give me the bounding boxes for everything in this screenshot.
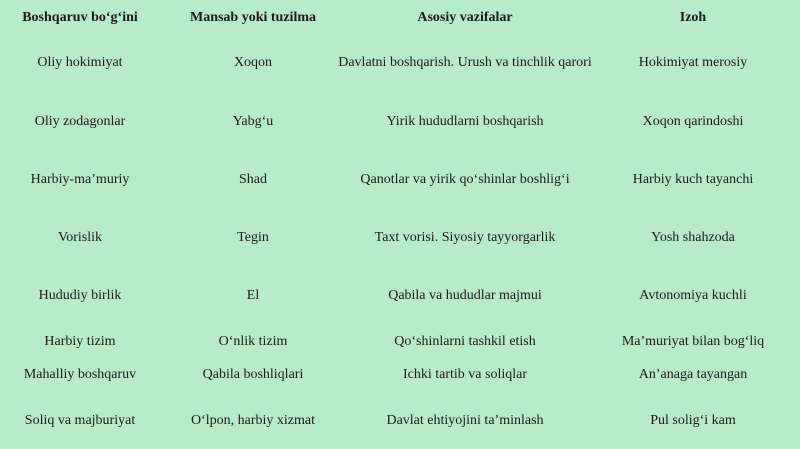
table-cell: An’anaga tayangan	[638, 367, 748, 382]
table-cell: Hududiy birlik	[38, 288, 122, 303]
table-cell: Harbiy tizim	[44, 334, 116, 349]
table-cell: Avtonomiya kuchli	[639, 288, 747, 303]
table-cell: Yabg‘u	[232, 114, 274, 129]
table-cell: Shad	[239, 172, 267, 187]
header-cell-management-link: Boshqaruv bo‘g‘ini	[22, 10, 138, 25]
table-cell: Oliy hokimiyat	[37, 55, 123, 70]
table-cell: Ichki tartib va soliqlar	[402, 367, 528, 382]
table-cell: Qanotlar va yirik qo‘shinlar boshlig‘i	[360, 172, 570, 187]
table-cell: Hokimiyat merosiy	[638, 55, 748, 70]
table-cell: O‘lpon, harbiy xizmat	[190, 413, 316, 428]
header-cell-position: Mansab yoki tuzilma	[189, 10, 316, 25]
table-cell: Soliq va majburiyat	[24, 413, 136, 428]
table-cell: Vorislik	[57, 230, 103, 245]
table-cell: Davlat ehtiyojini ta’minlash	[386, 413, 544, 428]
table-cell: Taxt vorisi. Siyosiy tayyorgarlik	[374, 230, 556, 245]
table-cell: Davlatni boshqarish. Urush va tinchlik qarori	[338, 55, 592, 70]
table-cell: Xoqon	[233, 55, 273, 70]
table-cell: Yirik hududlarni boshqarish	[386, 114, 544, 129]
table-cell: Mahalliy boshqaruv	[23, 367, 137, 382]
table-cell: El	[246, 288, 260, 303]
table-cell: Harbiy-ma’muriy	[30, 172, 130, 187]
table-cell: Tegin	[237, 230, 269, 245]
table-cell: Ma’muriyat bilan bog‘liq	[621, 334, 765, 349]
header-cell-note: Izoh	[679, 10, 707, 25]
table-cell: Oliy zodagonlar	[34, 114, 126, 129]
table-cell: O‘nlik tizim	[218, 334, 288, 349]
table-cell: Yosh shahzoda	[651, 230, 735, 245]
table-cell: Harbiy kuch tayanchi	[632, 172, 754, 187]
header-cell-main-duties: Asosiy vazifalar	[417, 10, 513, 25]
table-cell: Pul solig‘i kam	[650, 413, 736, 428]
table-cell: Qabila boshliqlari	[202, 367, 304, 382]
table-cell: Xoqon qarindoshi	[642, 114, 744, 129]
table-cell: Qo‘shinlarni tashkil etish	[394, 334, 536, 349]
table-cell: Qabila va hududlar majmui	[388, 288, 542, 303]
